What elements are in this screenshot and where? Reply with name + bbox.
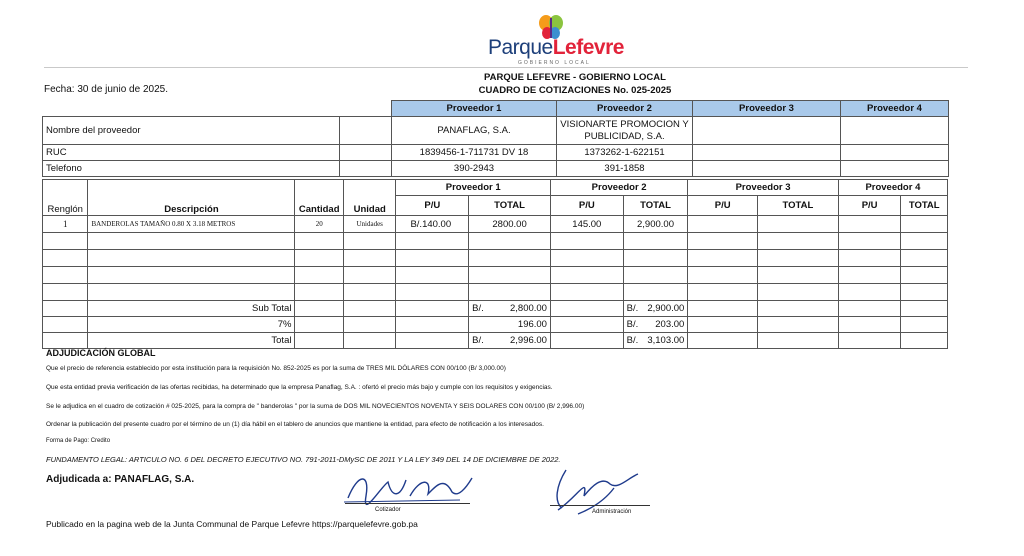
- items-provider-1-header: Proveedor 1: [396, 180, 551, 196]
- table-row: [43, 233, 948, 250]
- table-row: [43, 284, 948, 301]
- tax-row: [43, 317, 948, 333]
- col-descripcion: Descripción: [88, 180, 295, 216]
- col-renglon: Renglón: [43, 180, 88, 216]
- parque-lefevre-logo: [486, 14, 646, 68]
- items-header-row-1: [43, 180, 948, 196]
- subtotal-label: Sub Total: [88, 301, 295, 317]
- provider-1-name: PANAFLAG, S.A.: [392, 117, 557, 145]
- adjudicacion-title: ADJUDICACIÓN GLOBAL: [46, 348, 156, 358]
- items-provider-4-header: Proveedor 4: [838, 180, 947, 196]
- p2-tax: B/. 203.00: [623, 317, 688, 333]
- adjudicacion-paragraph-1: Que el precio de referencia establecido por esta institución para la requisición No. 852-2025 es por la suma de TRES MIL DÓLARES CON 00/100 (B/ 3,000.00): [46, 365, 506, 372]
- p2-total: B/. 3,103.00: [623, 333, 688, 349]
- table-row: [43, 250, 948, 267]
- phone-row: [43, 161, 949, 177]
- col-pu: P/U: [550, 196, 623, 216]
- provider-3-header: Proveedor 3: [693, 101, 841, 117]
- p1-tax: 196.00: [469, 317, 551, 333]
- adjudicacion-paragraph-3: Se le adjudica en el cuadro de cotización # 025-2025, para la compra de " banderolas " por la suma de DOS MIL NOVECIENTOS NOVENTA Y SEIS DOLARES CON 00/100 (B/ 2,996.00): [46, 403, 585, 410]
- provider-name-row: [43, 117, 949, 145]
- item-descripcion: BANDEROLAS TAMAÑO 0.80 X 3.18 METROS: [88, 216, 295, 233]
- providers-table: [42, 100, 949, 177]
- provider-1-ruc: 1839456-1-711731 DV 18: [392, 145, 557, 161]
- items-provider-2-header: Proveedor 2: [550, 180, 687, 196]
- item-p1-pu: B/.140.00: [396, 216, 469, 233]
- cotizador-label: Cotizador: [375, 507, 401, 513]
- col-pu: P/U: [688, 196, 758, 216]
- total-row: [43, 333, 948, 349]
- total-label: Total: [88, 333, 295, 349]
- items-provider-3-header: Proveedor 3: [688, 180, 839, 196]
- awarded-to: Adjudicada a: PANAFLAG, S.A.: [46, 474, 195, 485]
- item-p2-total: 2,900.00: [623, 216, 688, 233]
- legal-basis: FUNDAMENTO LEGAL: ARTICULO NO. 6 DEL DECRETO EJECUTIVO NO. 791-2011-DMySC DE 2011 Y LA LEY 349 DEL 14 DE DICIEMBRE DE 2022.: [46, 455, 561, 464]
- item-cantidad: 20: [295, 216, 343, 233]
- administracion-label: Administración: [592, 509, 632, 515]
- provider-4-header: Proveedor 4: [841, 101, 949, 117]
- col-total: TOTAL: [758, 196, 839, 216]
- provider-2-header: Proveedor 2: [557, 101, 693, 117]
- provider-1-header: Proveedor 1: [392, 101, 557, 117]
- provider-1-phone: 390-2943: [392, 161, 557, 177]
- p1-total: B/. 2,996.00: [469, 333, 551, 349]
- adjudicacion-paragraph-2: Que esta entidad previa verificación de las ofertas recibidas, ha determinado que la empresa Panaflag, S.A. : ofertó el precio más bajo y cumple con los requisitos y exigencias.: [46, 384, 553, 391]
- item-renglon: 1: [43, 216, 88, 233]
- p1-subtotal: B/. 2,800.00: [469, 301, 551, 317]
- publication-footer: Publicado en la pagina web de la Junta Communal de Parque Lefevre https://parquelefevre.gob.pa: [46, 519, 418, 529]
- institution-name: PARQUE LEFEVRE - GOBIERNO LOCAL: [484, 72, 666, 83]
- ruc-row: [43, 145, 949, 161]
- document-date: Fecha: 30 de junio de 2025.: [44, 84, 168, 95]
- document-title: CUADRO DE COTIZACIONES No. 025-2025: [478, 85, 672, 96]
- provider-2-phone: 391-1858: [557, 161, 693, 177]
- header-divider: [44, 67, 968, 68]
- logo-wordmark: ParqueLefevre: [488, 36, 624, 59]
- providers-header-row: [43, 101, 949, 117]
- tax-label: 7%: [88, 317, 295, 333]
- payment-method: Forma de Pago: Credito: [46, 438, 111, 444]
- cotizador-signature: [340, 468, 480, 508]
- col-total: TOTAL: [469, 196, 551, 216]
- administracion-signature-line: [550, 505, 650, 506]
- col-unidad: Unidad: [343, 180, 396, 216]
- subtotal-row: [43, 301, 948, 317]
- col-total: TOTAL: [901, 196, 948, 216]
- row-label: Nombre del proveedor: [43, 117, 340, 145]
- cotizador-signature-line: [345, 503, 470, 504]
- table-row: [43, 216, 948, 233]
- row-label: Telefono: [43, 161, 340, 177]
- row-label: RUC: [43, 145, 340, 161]
- provider-2-name: VISIONARTE PROMOCION Y PUBLICIDAD, S.A.: [557, 117, 693, 145]
- col-pu: P/U: [396, 196, 469, 216]
- item-p2-pu: 145.00: [550, 216, 623, 233]
- item-p1-total: 2800.00: [469, 216, 551, 233]
- provider-2-ruc: 1373262-1-622151: [557, 145, 693, 161]
- logo-subtitle: GOBIERNO LOCAL: [518, 60, 591, 66]
- adjudicacion-paragraph-4: Ordenar la publicación del presente cuadro por el término de un (1) día hábil en el tablero de anuncios que mantiene la entidad, para efecto de notificación a los interesados.: [46, 421, 544, 428]
- items-table: [42, 179, 948, 349]
- item-unidad: Unidades: [343, 216, 396, 233]
- col-cantidad: Cantidad: [295, 180, 343, 216]
- col-pu: P/U: [838, 196, 901, 216]
- p2-subtotal: B/. 2,900.00: [623, 301, 688, 317]
- col-total: TOTAL: [623, 196, 688, 216]
- table-row: [43, 267, 948, 284]
